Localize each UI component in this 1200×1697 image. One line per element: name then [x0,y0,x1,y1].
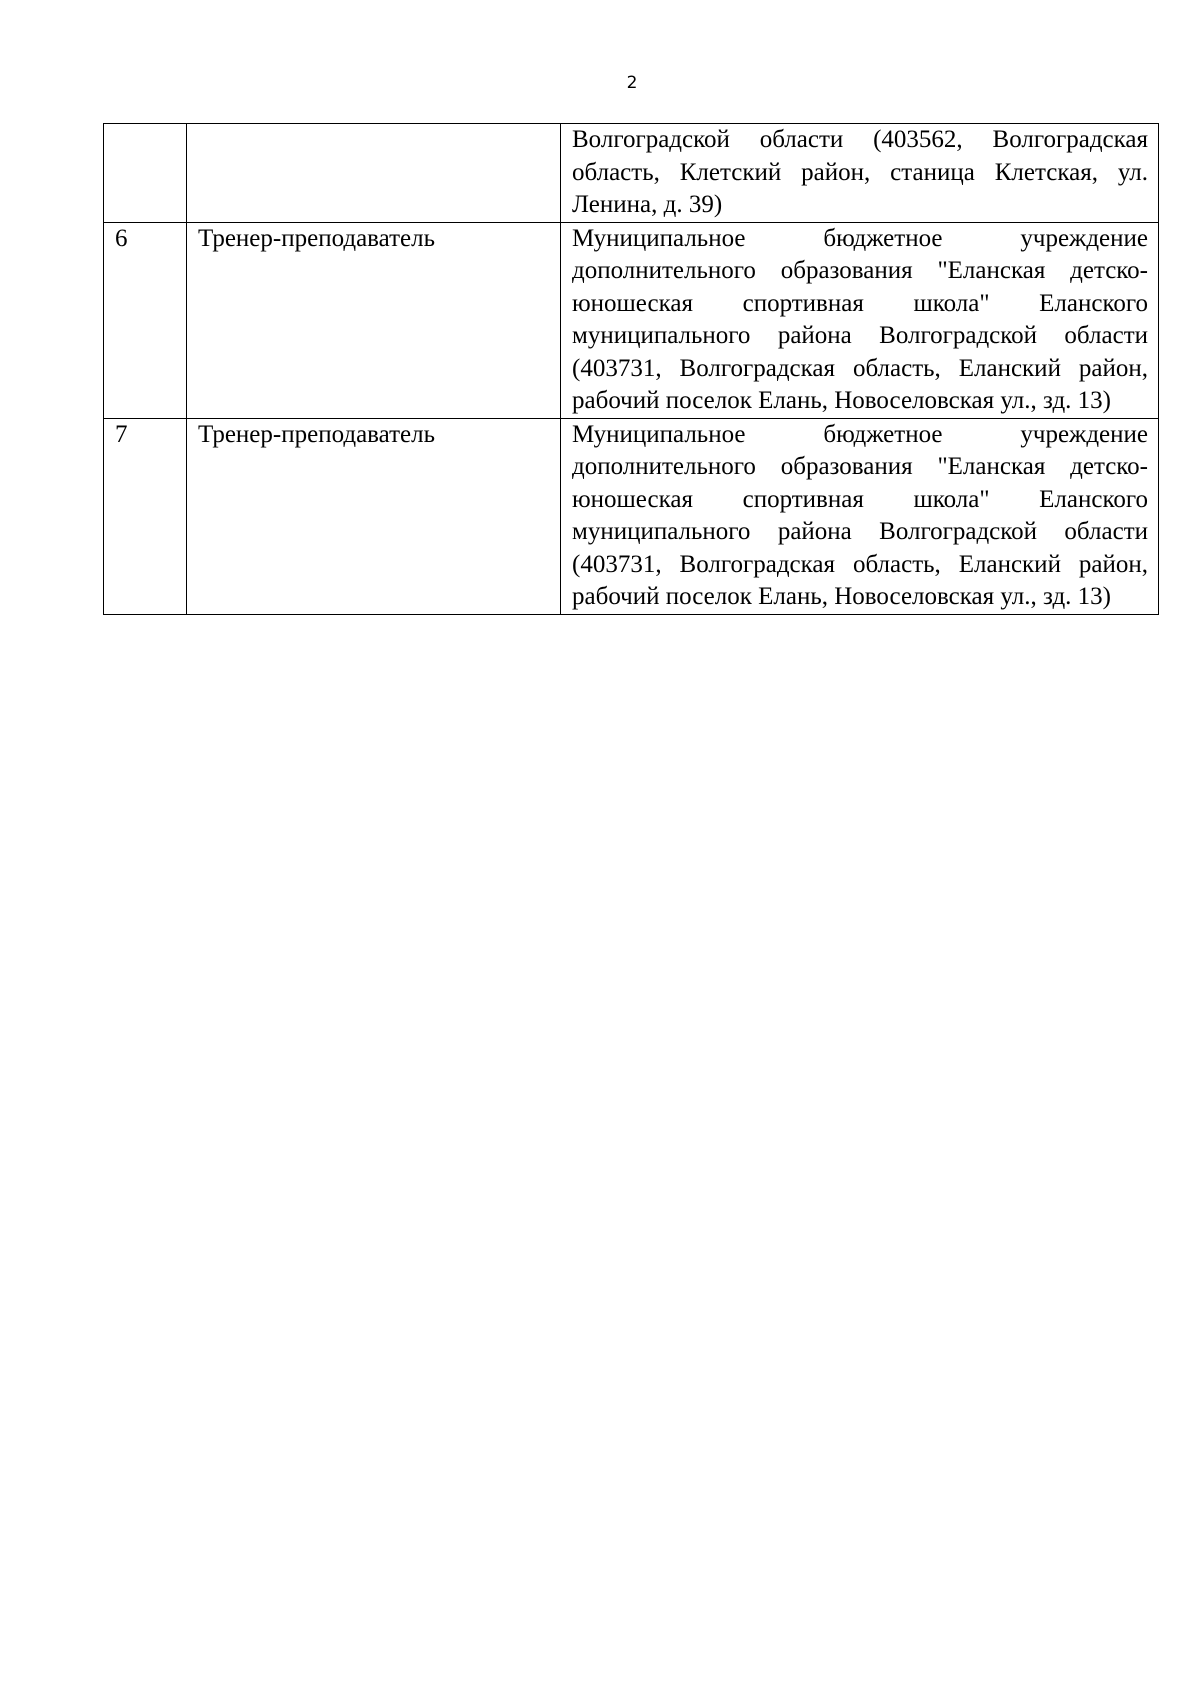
position-cell [187,124,561,223]
organization-cell [561,124,1159,223]
row-number-cell [104,124,187,223]
organization-cell [561,418,1159,614]
position-cell: Тренер-преподаватель [187,222,561,418]
row-number-cell: 6 [104,222,187,418]
organization-text: Волгоградской области (403562, Волгоградская область, Клетский район, станица Клетская, ул. Ленина, д. 39) [572,126,1148,218]
organization-cell [561,222,1159,418]
positions-table [103,123,1159,615]
row-number-cell: 7 [104,418,187,614]
position-cell: Тренер-преподаватель [187,418,561,614]
table-row [104,418,1159,614]
organization-text: Муниципальное бюджетное учреждение дополнительного образования "Еланская детско-юношеская спортивная школа" Еланского муниципального района Волгоградской области (403731, Волгоградская область, Еланский район, рабочий поселок Елань, Новоселовская ул., зд. 13) [572,420,1148,610]
organization-text: Муниципальное бюджетное учреждение дополнительного образования "Еланская детско-юношеская спортивная школа" Еланского муниципального района Волгоградской области (403731, Волгоградская область, Еланский район, рабочий поселок Елань, Новоселовская ул., зд. 13) [572,224,1148,414]
table-row [104,124,1159,223]
page-number: 2 [626,73,638,93]
table-row [104,222,1159,418]
